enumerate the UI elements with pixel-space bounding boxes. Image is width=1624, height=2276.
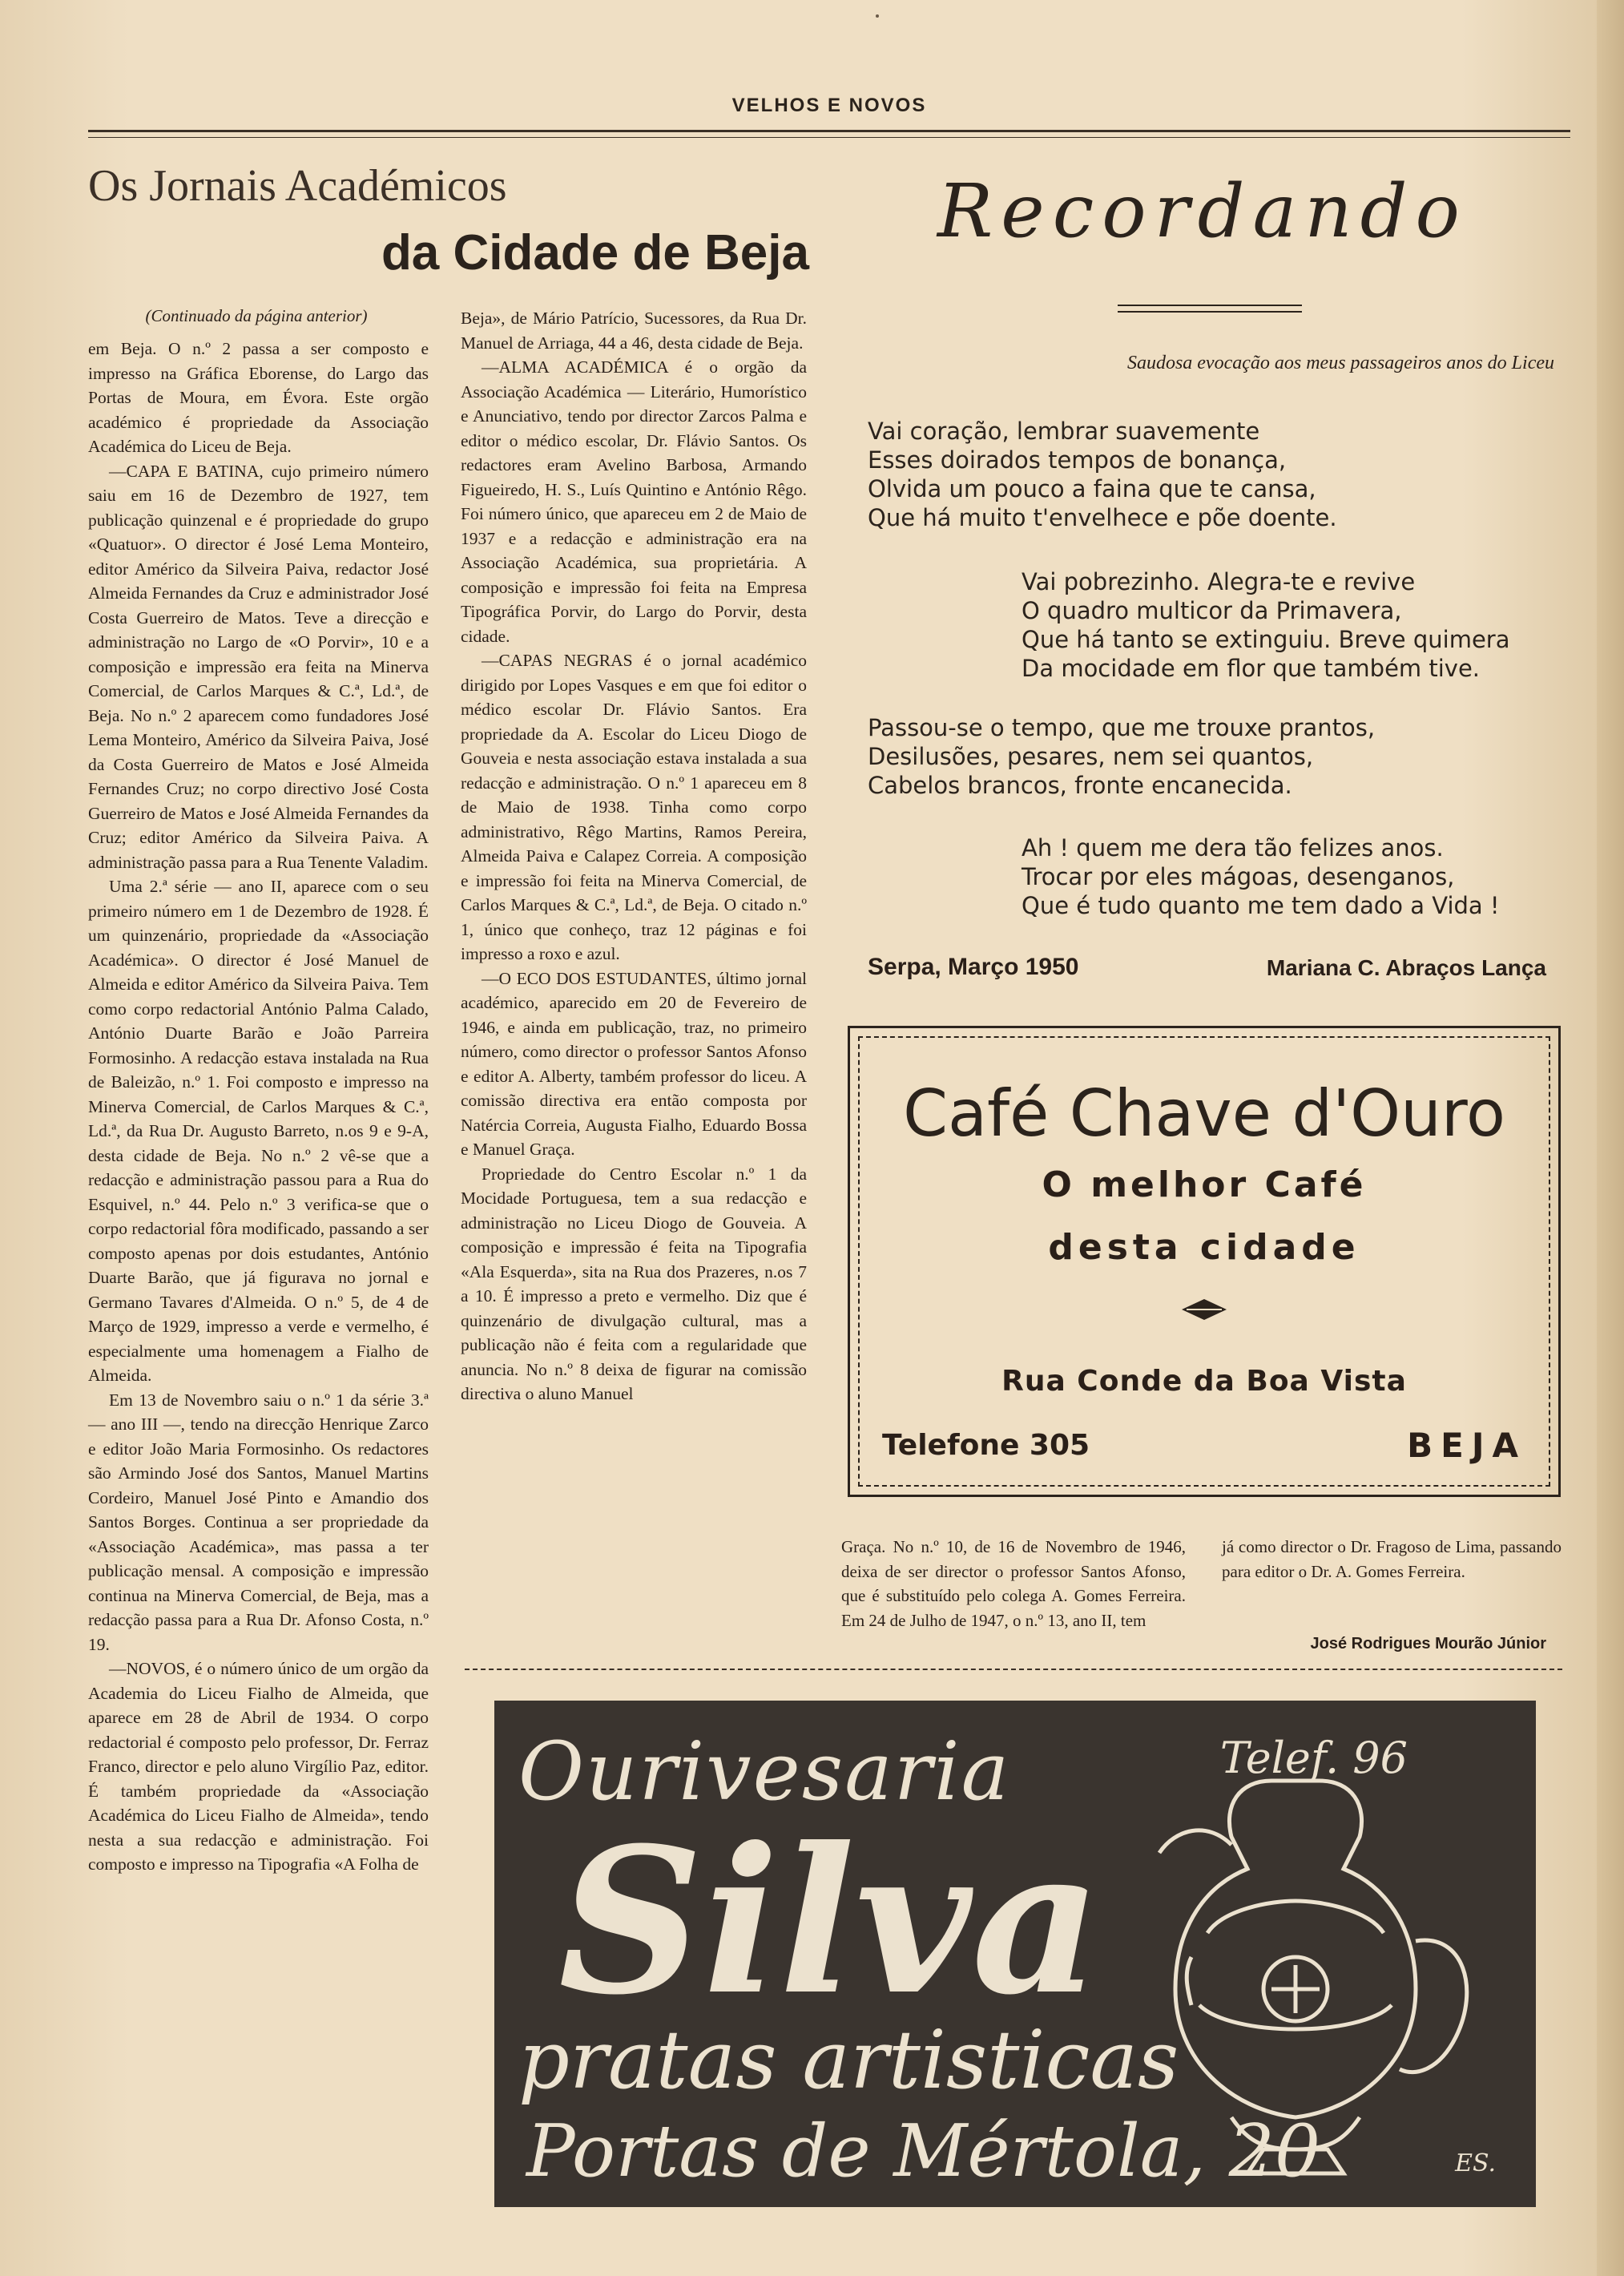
article-title-line2: da Cidade de Beja: [381, 225, 809, 280]
poem-title: Recordando: [937, 168, 1468, 254]
paragraph: Propriedade do Centro Escolar n.º 1 da Mocidade Portuguesa, tem a sua redacção e administração no Liceu Diogo de Gouveia. A composição e impressão é feita na Tipografia «Ala Esquerda», sita na Rua dos Prazeres, n.os 7 a 10. É impresso a preto e vermelho. Diz que é quinzenário de divulgação cultural, mas a publicação não é feita com a regularidade que anuncia. No n.º 8 deixa de figurar na comissão directiva o aluno Manuel: [461, 1164, 807, 1403]
cafe-slogan-line2: desta cidade: [1048, 1227, 1360, 1268]
poem-place-date: Serpa, Março 1950: [868, 954, 1079, 980]
poem-line: Vai coração, lembrar suavemente: [868, 418, 1260, 445]
article-byline: José Rodrigues Mourão Júnior: [1310, 1635, 1546, 1653]
cafe-slogan-line1: O melhor Café: [1042, 1164, 1367, 1205]
jeweller-advertisement: [494, 1701, 1536, 2207]
page-spine: [1597, 0, 1624, 2276]
paragraph: Beja», de Mário Patrício, Sucessores, da Rua Dr. Manuel de Arriaga, 44 a 46, desta cidade de Beja.: [461, 309, 807, 353]
paragraph: Uma 2.ª série — ano II, aparece com o seu primeiro número em 1 de Dezembro de 1928. É um quinzenário, propriedade da «Associação Académica». O director é José Manuel de Almeida e editor Américo da Silveira Paiva. Tem como corpo redactorial António Palma Calado, António Duarte Barão e João Parreira Formosinho. A redacção estava instalada na Rua de Baleizão, n.º 1. Foi composto e impresso na Minerva Comercial, de Carlos Marques & C.ª, Ld.ª, da Rua Dr. Augusto Barreto, n.os 9 e 9-A, desta cidade de Beja. No n.º 2 vê-se que a redacção e administração passou para a Rua do Esquivel, n.º 44. Pelo n.º 3 verifica-se que o corpo redactorial fôra modificado, passando a ser composto apenas por dois estudantes, António Duarte Barão, que já figurava no jornal e Germano Tavares d'Almeida. O n.º 5, de 4 de Março de 1929, impresso a verde e vermelho, é especialmente uma homenagem a Fialho de Almeida.: [88, 877, 429, 1385]
poem-stanza-3: [868, 713, 1375, 800]
poem-line: Esses doirados tempos de bonança,: [868, 446, 1287, 474]
paragraph: —CAPAS NEGRAS é o jornal académico dirigido por Lopes Vasques e em que foi editor o médico escolar Dr. Flávio Santos. Era propriedade da A. Escolar do Liceu Diogo de Gouveia e nesta associação estava instalada a sua redacção e administração. O n.º 1 apareceu em 8 de Maio de 1938. Tinha como corpo administrativo, Rêgo Martins, Ramos Pereira, Almeida Paiva e Calapez Correia. A composição e impressão foi feita na Minerva Comercial, de Carlos Marques & C.ª, Ld.ª, de Beja. O citado n.º 1, único que conheço, traz 12 páginas e foi impresso a roxo e azul.: [461, 651, 807, 963]
poem-line: Desilusões, pesares, nem sei quantos,: [868, 743, 1314, 770]
article-title-line1: Os Jornais Académicos: [88, 161, 507, 211]
article-column-4: [1222, 1535, 1562, 1584]
poem-line: O quadro multicor da Primavera,: [1022, 597, 1402, 624]
paragraph: Em 13 de Novembro saiu o n.º 1 da série 3.ª — ano III —, tendo na direcção Henrique Zarco e editor João Maria Formosinho. Os redactores são Armindo José dos Santos, Manuel Martins Cordeiro, Manuel José Pinto e Amandio dos Santos Borges. Continua a ser propriedade da «Associação Académica», mas passa a ter publicação mensal. A composição e impressão continua na Minerva Comercial, de Beja, mas a redacção passa para a Rua Dr. Afonso Costa, n.º 19.: [88, 1390, 429, 1654]
poem-author: Mariana C. Abraços Lança: [1266, 955, 1546, 980]
diamond-ornament-icon: [1182, 1299, 1227, 1320]
paragraph: já como director o Dr. Fragoso de Lima, passando para editor o Dr. A. Gomes Ferreira.: [1222, 1537, 1562, 1581]
poem-line: Passou-se o tempo, que me trouxe prantos,: [868, 714, 1376, 741]
article-column-2: [461, 306, 807, 1406]
cafe-phone: Telefone 305: [882, 1429, 1090, 1462]
poem-title-underline: [1118, 305, 1302, 313]
poem-line: Que é tudo quanto me tem dado a Vida !: [1022, 892, 1500, 919]
jeweller-name: Ourivesaria: [518, 1725, 1011, 1818]
poem-stanza-2: [1022, 567, 1510, 683]
cafe-name: Café Chave d'Ouro: [903, 1076, 1505, 1151]
header-rule: [88, 130, 1570, 138]
paragraph: —O ECO DOS ESTUDANTES, último jornal académico, aparecido em 20 de Fevereiro de 1946, e ainda em publicação, traz, no primeiro número, como director o professor Santos Afonso e editor A. Alberty, também professor do liceu. A comissão directiva era então composta por Natércia Correia, Augusta Fialho, Eduardo Bossa e Manuel Graça.: [461, 968, 807, 1159]
continued-note: (Continuado da página anterior): [145, 306, 368, 325]
poem-line: Trocar por eles mágoas, desenganos,: [1022, 863, 1455, 890]
article-column-1: [88, 337, 429, 1877]
cafe-city: BEJA: [1407, 1426, 1526, 1465]
paragraph: em Beja. O n.º 2 passa a ser composto e impresso na Gráfica Eborense, do Largo das Portas de Moura, em Évora. Este orgão académico é propriedade da Associação Académica do Liceu de Beja.: [88, 339, 429, 456]
paragraph: —ALMA ACADÉMICA é o orgão da Associação Académica — Literário, Humorístico e Anunciativo, tendo por director Zarcos Palma e editor o médico escolar, Dr. Flávio Santos. Os redactores eram Avelino Barbosa, Armando Figueiredo, H. S., Luís Quintino e António Rêgo. Foi número único, que apareceu em 2 de Maio de 1937 e a redacção e administração era na Associação Académica, sua proprietária. A composição e impressão foi feita na Empresa Tipográfica Porvir, do Largo do Porvir, desta cidade.: [461, 357, 807, 646]
poem-line: Vai pobrezinho. Alegra-te e revive: [1022, 568, 1416, 595]
artist-initials: ES.: [1455, 2149, 1496, 2177]
section-separator: [465, 1669, 1562, 1673]
poem-line: Ah ! quem me dera tão felizes anos.: [1022, 834, 1444, 862]
jeweller-address: Portas de Mértola, 20: [526, 2109, 1321, 2193]
jeweller-brand: Silva: [558, 1803, 1102, 2039]
poem-line: Que há muito t'envelhece e põe doente.: [868, 504, 1337, 531]
paragraph: —NOVOS, é o número único de um orgão da Academia do Liceu Fialho de Almeida, que aparece em 28 de Abril de 1934. O corpo redactorial é composto pelo professor, Dr. Ferraz Franco, director e pelo aluno Virgílio Paz, editor. É também propriedade da «Associação Académica do Liceu Fialho de Almeida», tendo nesta a sua redacção e administração. Foi composto e impresso na Tipografia «A Folha de: [88, 1659, 429, 1874]
jeweller-phone: Telef. 96: [1219, 1733, 1408, 1783]
poem-subtitle: Saudosa evocação aos meus passageiros anos do Liceu: [1126, 353, 1554, 373]
running-header: VELHOS E NOVOS: [731, 95, 927, 116]
jeweller-tagline: pratas artisticas: [518, 2013, 1179, 2107]
poem-line: Que há tanto se extinguiu. Breve quimera: [1022, 626, 1510, 653]
article-column-3: [841, 1535, 1186, 1632]
poem-stanza-4: [1022, 833, 1500, 920]
paragraph: —CAPA E BATINA, cujo primeiro número saiu em 16 de Dezembro de 1927, tem publicação quinzenal e é propriedade do grupo «Quatuor». O director é José Lema Monteiro, editor Américo da Silveira Paiva, redactor José Almeida Fernandes da Cruz e administrador José Costa Guerreiro de Matos. Teve a direcção e administração no Largo de «O Porvir», 10 e a composição e impressão era feita na Minerva Comercial, de Carlos Marques & C.ª, Ld.ª, de Beja. No n.º 2 aparecem como fundadores José Lema Monteiro, Américo da Silveira Paiva, José da Costa Guerreiro de Matos e José Almeida Fernandes Cruz; no corpo directivo José Costa Guerreiro de Matos e José Almeida Fernandes da Cruz; editor Américo da Silveira Paiva. A administração passa para a Rua Tenente Valadim.: [88, 461, 429, 872]
poem-stanza-1: [868, 417, 1337, 532]
print-mark: [876, 14, 879, 18]
poem-line: Da mocidade em flor que também tive.: [1022, 655, 1481, 682]
paragraph: Graça. No n.º 10, de 16 de Novembro de 1946, deixa de ser director o professor Santos Afonso, que é substituído pelo colega A. Gomes Ferreira. Em 24 de Julho de 1947, o n.º 13, ano II, tem: [841, 1537, 1186, 1630]
poem-line: Cabelos brancos, fronte encanecida.: [868, 772, 1292, 799]
poem-line: Olvida um pouco a faina que te cansa,: [868, 475, 1316, 502]
cafe-street: Rua Conde da Boa Vista: [1001, 1365, 1407, 1398]
cafe-advertisement: [848, 1026, 1561, 1497]
